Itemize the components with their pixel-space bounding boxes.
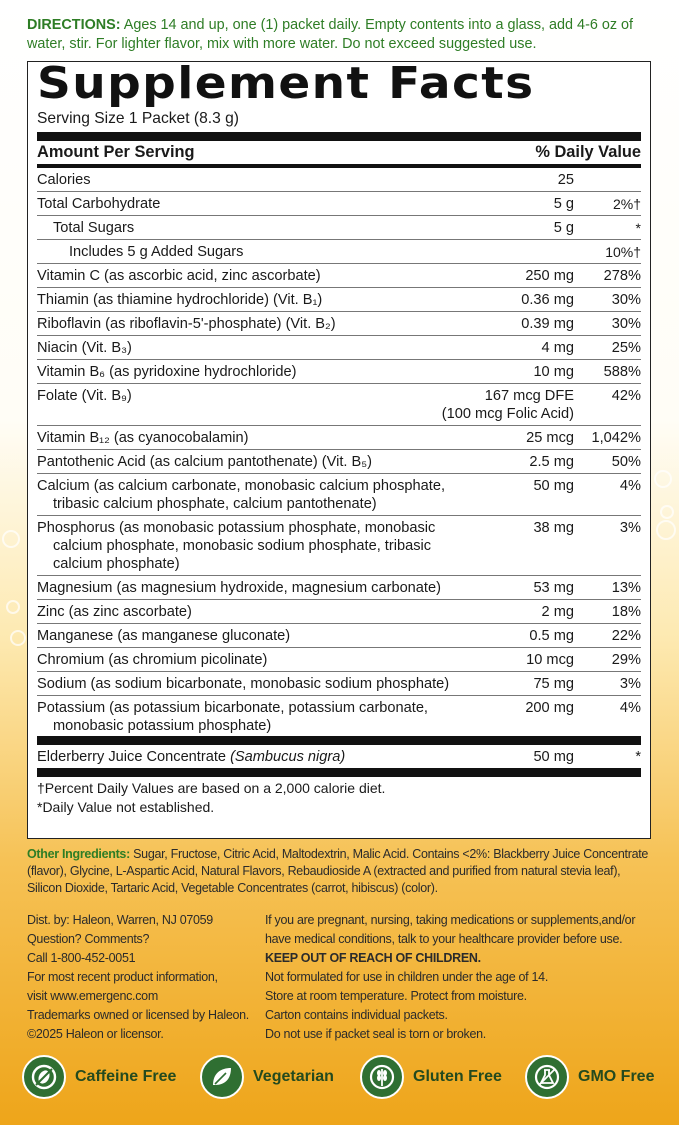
badges — [22, 1055, 662, 1101]
nutrient-name — [37, 675, 469, 693]
nutrient-dv: 50% — [611, 454, 641, 470]
other-ingredients — [27, 846, 657, 897]
elderberry-dv: * — [635, 749, 641, 765]
copyright-line: ©2025 Haleon or licensor. — [27, 1027, 164, 1041]
nutrient-name-line: Pantothenic Acid (as calcium pantothenate) (Vit. B₅) — [37, 454, 372, 470]
nutrient-name — [37, 519, 469, 573]
warnings — [265, 911, 660, 1044]
nutrient-amount-line: 167 mcg DFE — [484, 388, 574, 404]
nutrient-dv: 1,042% — [591, 430, 641, 446]
badge-label: Caffeine Free — [75, 1068, 177, 1085]
nutrient-name — [37, 477, 469, 513]
nutrient-name-line: calcium phosphate) — [53, 556, 180, 572]
decor-bubble — [6, 600, 20, 614]
nutrient-amount — [469, 519, 574, 573]
nutrient-amount-line: 53 mg — [533, 580, 574, 596]
serving-size: Serving Size 1 Packet (8.3 g) — [37, 109, 641, 141]
nutrient-name — [37, 339, 469, 357]
nutrient-name-line: Vitamin B₆ (as pyridoxine hydrochloride) — [37, 364, 297, 380]
amount-header: Amount Per Serving — [37, 143, 195, 161]
leaf-icon — [200, 1055, 244, 1099]
nutrient-amount-line: 4 mg — [541, 340, 574, 356]
nutrient-amount-line: 25 — [557, 172, 574, 188]
nutrient-row — [37, 516, 641, 576]
distributor-info — [27, 911, 252, 1044]
nutrient-amount-line: 2 mg — [541, 604, 574, 620]
nutrient-dv: 3% — [619, 676, 641, 692]
nutrient-name — [37, 429, 469, 447]
nutrient-amount — [469, 651, 574, 669]
wheat-icon — [360, 1055, 404, 1099]
nutrient-name-line: Magnesium (as magnesium hydroxide, magnesium carbonate) — [37, 580, 441, 596]
nutrient-dv: 13% — [611, 580, 641, 596]
nutrient-name-line: Vitamin B₁₂ (as cyanocobalamin) — [37, 430, 249, 446]
footnotes — [37, 777, 641, 817]
nutrient-amount — [469, 429, 574, 447]
nutrient-amount — [469, 699, 574, 735]
badge-gluten-free — [360, 1055, 502, 1099]
decor-bubble — [2, 530, 20, 548]
nutrient-amount — [469, 453, 574, 471]
nutrient-row — [37, 624, 641, 648]
nutrient-name — [37, 699, 469, 735]
nutrient-name — [37, 219, 469, 237]
nutrient-name — [37, 291, 469, 309]
nutrient-amount-line: 0.36 mg — [521, 292, 574, 308]
nutrient-name — [37, 171, 469, 189]
badge-label: Gluten Free — [413, 1068, 502, 1085]
nutrient-dv: 10%† — [605, 244, 641, 260]
nutrient-amount — [469, 171, 574, 189]
nutrient-name — [37, 387, 394, 423]
nutrient-dv: 2%† — [612, 196, 641, 212]
nutrient-name — [37, 363, 469, 381]
nutrient-name — [37, 195, 469, 213]
nutrient-dv: 25% — [611, 340, 641, 356]
nutrient-amount-line: 50 mg — [533, 478, 574, 494]
nutrient-name-line: Chromium (as chromium picolinate) — [37, 652, 268, 668]
nutrient-name-line: Sodium (as sodium bicarbonate, monobasic sodium phosphate) — [37, 676, 450, 692]
nutrient-row — [37, 696, 641, 737]
flask-icon — [525, 1055, 569, 1099]
decor-bubble — [656, 520, 676, 540]
nutrient-name-line: calcium phosphate, monobasic sodium phosphate, tribasic — [53, 538, 432, 554]
nutrient-amount — [469, 315, 574, 333]
table-header — [37, 141, 641, 168]
nutrient-name — [37, 651, 469, 669]
nutrient-amount-line: 0.5 mg — [529, 628, 574, 644]
nutrient-dv: 588% — [603, 364, 641, 380]
decor-bubble — [10, 630, 26, 646]
nutrient-row — [37, 192, 641, 216]
directions — [27, 16, 657, 54]
nutrient-name-line: Riboflavin (as riboflavin-5'-phosphate) (Vit. B₂) — [37, 316, 336, 332]
elderberry-row — [37, 736, 641, 777]
keep-out-warning — [265, 949, 660, 968]
nutrient-name — [37, 315, 469, 333]
nutrient-name-line: Calcium (as calcium carbonate, monobasic calcium phosphate, — [37, 478, 446, 494]
nutrient-name-line: Vitamin C (as ascorbic acid, zinc ascorbate) — [37, 268, 321, 284]
footnote-not-established: *Daily Value not established. — [37, 799, 215, 815]
nutrient-amount-line: 200 mg — [525, 700, 574, 716]
nutrient-name — [37, 453, 469, 471]
website-line: visit www.emergenc.com — [27, 989, 158, 1003]
directions-text: Ages 14 and up, one (1) packet daily. Empty contents into a glass, add 4-6 oz of water, stir. For lighter flavor, mix with more water. Do not exceed suggested use. — [27, 17, 634, 52]
no-caffeine-icon — [22, 1055, 66, 1099]
warning-line-2: have medical conditions, talk to your healthcare provider before use. — [265, 932, 623, 946]
nutrient-amount — [469, 339, 574, 357]
nutrient-name — [37, 243, 469, 261]
nutrient-row — [37, 648, 641, 672]
nutrient-name-line: Includes 5 g Added Sugars — [69, 244, 244, 260]
nutrient-row — [37, 576, 641, 600]
nutrient-dv: * — [635, 220, 641, 236]
nutrient-amount — [469, 291, 574, 309]
decor-bubble — [654, 470, 672, 488]
elderberry-amount: 50 mg — [533, 749, 574, 765]
nutrient-dv: 30% — [611, 292, 641, 308]
nutrient-amount — [469, 243, 574, 261]
nutrient-dv: 42% — [611, 388, 641, 404]
nutrient-amount — [469, 627, 574, 645]
nutrient-dv: 30% — [611, 316, 641, 332]
nutrient-row — [37, 474, 641, 516]
nutrient-name — [37, 603, 469, 621]
nutrient-name-line: Calories — [37, 172, 91, 188]
nutrient-name-line: Total Carbohydrate — [37, 196, 161, 212]
nutrient-dv: 18% — [611, 604, 641, 620]
keep-out-text: KEEP OUT OF REACH OF CHILDREN. — [265, 951, 481, 965]
nutrient-rows — [37, 168, 641, 737]
nutrient-row — [37, 336, 641, 360]
nutrient-name-line: Potassium (as potassium bicarbonate, potassium carbonate, — [37, 700, 428, 716]
nutrient-dv: 278% — [603, 268, 641, 284]
nutrient-dv: 4% — [619, 478, 641, 494]
supplement-facts-panel — [27, 58, 651, 839]
nutrient-amount-line: 250 mg — [525, 268, 574, 284]
nutrient-amount-line: 38 mg — [533, 520, 574, 536]
badge-caffeine-free — [22, 1055, 176, 1099]
nutrient-dv: 29% — [611, 652, 641, 668]
footnote-dv: †Percent Daily Values are based on a 2,000 calorie diet. — [37, 780, 386, 796]
dist-line: Dist. by: Haleon, Warren, NJ 07059 — [27, 913, 213, 927]
nutrient-name-line: Thiamin (as thiamine hydrochloride) (Vit. B₁) — [37, 292, 323, 308]
nutrient-name-line: tribasic calcium phosphate, calcium pantothenate) — [53, 496, 377, 512]
nutrient-dv: 22% — [611, 628, 641, 644]
nutrient-amount-line: 75 mg — [533, 676, 574, 692]
nutrient-row — [37, 312, 641, 336]
nutrient-name — [37, 579, 469, 597]
nutrient-amount — [469, 219, 574, 237]
nutrient-amount — [469, 603, 574, 621]
nutrient-amount — [469, 675, 574, 693]
trademark-line: Trademarks owned or licensed by Haleon. — [27, 1008, 249, 1022]
seal-line: Do not use if packet seal is torn or broken. — [265, 1027, 486, 1041]
storage-line: Store at room temperature. Protect from moisture. — [265, 989, 527, 1003]
nutrient-amount — [469, 195, 574, 213]
dv-header: % Daily Value — [535, 143, 641, 161]
nutrient-amount — [469, 267, 574, 285]
nutrient-row — [37, 288, 641, 312]
nutrient-row — [37, 240, 641, 264]
badge-vegetarian — [200, 1055, 334, 1099]
nutrient-row — [37, 216, 641, 240]
directions-label: DIRECTIONS: — [27, 17, 121, 33]
nutrient-name-line: Total Sugars — [53, 220, 135, 236]
nutrient-row — [37, 168, 641, 192]
nutrient-dv: 4% — [619, 700, 641, 716]
badge-label: GMO Free — [578, 1068, 655, 1085]
nutrient-name-line: Manganese (as manganese gluconate) — [37, 628, 291, 644]
nutrient-row — [37, 600, 641, 624]
question-line: Question? Comments? — [27, 932, 150, 946]
nutrient-amount-line: 25 mcg — [526, 430, 574, 446]
nutrient-name-line: Zinc (as zinc ascorbate) — [37, 604, 192, 620]
elderberry-latin: (Sambucus nigra) — [230, 749, 346, 765]
nutrient-name-line: Niacin (Vit. B₃) — [37, 340, 132, 356]
nutrient-amount — [469, 477, 574, 513]
nutrient-amount — [469, 363, 574, 381]
other-ingredients-text: Sugar, Fructose, Citric Acid, Maltodextrin, Malic Acid. Contains <2%: Blackberry Juice Concentrate (flavor), Glycine, L-Aspartic Acid, Natural Flavors, Rebaudioside A (extracted and purified from natural stevia leaf), Silicon Dioxide, Tartaric Acid, Vegetable Concentrates (carrot, hibiscus) (color). — [27, 847, 649, 895]
nutrient-row — [37, 672, 641, 696]
nutrient-row — [37, 426, 641, 450]
nutrient-amount-line: 5 g — [553, 220, 574, 236]
nutrient-amount-line: 10 mg — [533, 364, 574, 380]
nutrient-amount — [394, 387, 574, 423]
nutrient-amount-line: 5 g — [553, 196, 574, 212]
nutrient-row — [37, 264, 641, 288]
nutrient-amount-line: 2.5 mg — [529, 454, 574, 470]
badge-gmo-free — [525, 1055, 654, 1099]
nutrient-amount-line: 10 mcg — [526, 652, 574, 668]
nutrient-name-line: monobasic potassium phosphate) — [53, 718, 272, 734]
nutrient-amount-line: (100 mcg Folic Acid) — [441, 406, 574, 422]
nutrient-name — [37, 627, 469, 645]
elderberry-name — [37, 748, 469, 766]
nutrient-row — [37, 360, 641, 384]
carton-line: Carton contains individual packets. — [265, 1008, 448, 1022]
nutrient-name-line: Phosphorus (as monobasic potassium phosphate, monobasic — [37, 520, 436, 536]
info-line: For most recent product information, — [27, 970, 218, 984]
panel-title: Supplement Facts — [37, 58, 535, 109]
phone-line: Call 1-800-452-0051 — [27, 951, 136, 965]
nutrient-amount — [469, 579, 574, 597]
warning-line-1: If you are pregnant, nursing, taking medications or supplements,and/or — [265, 913, 636, 927]
decor-bubble — [660, 505, 674, 519]
warning-line-4: Not formulated for use in children under the age of 14. — [265, 970, 548, 984]
nutrient-row — [37, 450, 641, 474]
nutrient-name — [37, 267, 469, 285]
other-ingredients-label: Other Ingredients: — [27, 847, 130, 861]
badge-label: Vegetarian — [253, 1068, 334, 1085]
nutrient-dv: 3% — [619, 520, 641, 536]
nutrient-dv — [574, 171, 641, 189]
nutrient-row — [37, 384, 641, 426]
nutrient-name-line: Folate (Vit. B₉) — [37, 388, 132, 404]
nutrient-amount-line: 0.39 mg — [521, 316, 574, 332]
elderberry-label: Elderberry Juice Concentrate — [37, 749, 231, 765]
